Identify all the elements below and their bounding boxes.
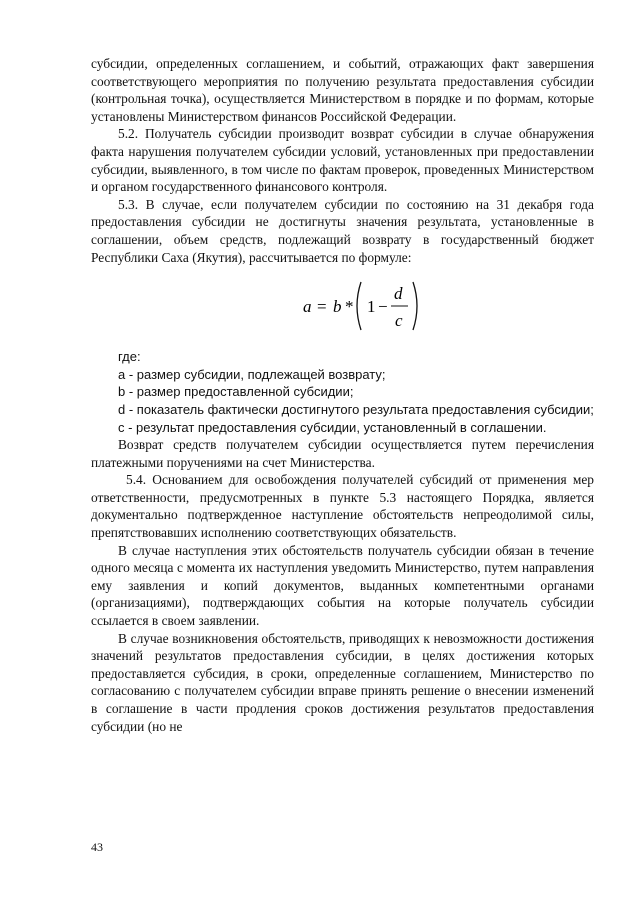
page-number: 43	[91, 840, 103, 854]
intro-paragraph: субсидии, определенных соглашением, и событий, отражающих факт завершения соответствующего мероприятия по получению результата предоставления субсидии (контрольная точка), осуществляется Министерством в порядке и по формам, которые установлены Министерством финансов Российской Федерации.	[91, 56, 594, 124]
formula-equals: =	[317, 297, 327, 317]
formula-b: b	[333, 297, 342, 317]
refund-formula	[91, 270, 594, 342]
formula-a: a	[303, 297, 312, 317]
left-paren	[357, 282, 361, 330]
formula-graphic	[301, 270, 441, 342]
where-item-d: d - показатель фактически достигнутого результата предоставления субсидии;	[118, 401, 594, 417]
where-item-c: с - результат предоставления субсидии, установленный в соглашении.	[118, 419, 547, 435]
formula-numerator: d	[394, 284, 403, 304]
right-paren	[413, 282, 417, 330]
where-label: где:	[118, 349, 141, 365]
document-page	[91, 55, 594, 735]
formula-minus: −	[378, 297, 388, 317]
force-majeure-paragraph: В случае наступления этих обстоятельств получатель субсидии обязан в течение одного месяца с момента их наступления уведомить Министерство, путем направления ему заявления и копий документов, выданных компетентными органами (организациями), подтверждающих события на которые получатель субсидии ссылается в своем заявлении.	[91, 542, 594, 629]
where-item-a: а - размер субсидии, подлежащей возврату;	[118, 366, 386, 382]
formula-denominator: c	[395, 311, 403, 331]
section-5-2-paragraph: 5.2. Получатель субсидии производит возврат субсидии в случае обнаружения факта нарушения получателем субсидии условий, установленных при предоставлении субсидии, выявленного, в том числе по фактам проверок, проведенных Министерством и органом государственного финансового контроля.	[91, 126, 594, 195]
impossibility-paragraph: В случае возникновения обстоятельств, приводящих к невозможности достижения значений результатов предоставления субсидии, в целях достижения которых предоставляется субсидия, в сроки, определенные соглашением, Министерство по согласованию с получателем субсидии вправе принять решение о внесении изменений в соглашение в части продления сроков достижения результатов предоставления субсидии (но не	[91, 630, 594, 734]
section-5-4-paragraph: 5.4. Основанием для освобождения получателей субсидий от применения мер ответственности, предусмотренных в пункте 5.3 настоящего Порядка, является документально подтвержденное наступление обстоятельств непреодолимой силы, препятствовавших исполнению соответствующих обязательств.	[91, 472, 594, 541]
where-item-b: b - размер предоставленной субсидии;	[118, 384, 354, 400]
formula-star: *	[345, 297, 354, 317]
refund-paragraph: Возврат средств получателем субсидии осуществляется путем перечисления платежными поручениями на счет Министерства.	[91, 437, 594, 470]
section-5-3-paragraph: 5.3. В случае, если получателем субсидии по состоянию на 31 декабря года предоставления субсидии не достигнуты значения результата, установленные в соглашении, объем средств, подлежащий возврату в государственный бюджет Республики Саха (Якутия), рассчитывается по формуле:	[91, 196, 594, 265]
formula-one: 1	[367, 297, 376, 317]
